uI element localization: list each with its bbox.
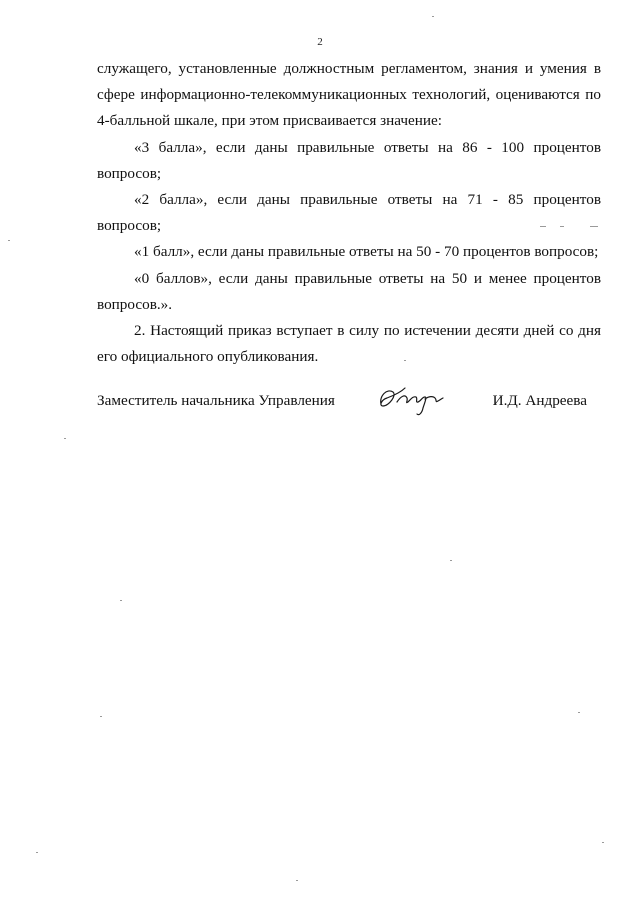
- scan-speck: [120, 600, 122, 601]
- scan-speck: [296, 880, 298, 881]
- scan-speck: [560, 226, 564, 227]
- clause-2-paragraph: 2. Настоящий приказ вступает в силу по истечении десяти дней со дня его официального опубликования.: [97, 322, 601, 366]
- signature-block: [97, 386, 601, 426]
- scan-speck: [602, 842, 604, 843]
- scan-speck: [100, 716, 102, 717]
- score-item-3: «3 балла», если даны правильные ответы на 86 - 100 процентов вопросов;: [97, 138, 601, 182]
- handwritten-signature: [375, 382, 445, 422]
- intro-paragraph: служащего, установленные должностным регламентом, знания и умения в сфере информационно-телекоммуникационных технологий, оцениваются по 4-балльной шкале, при этом присваивается значение:: [97, 60, 601, 130]
- scan-speck: [404, 360, 406, 361]
- page-number: 2: [317, 36, 323, 48]
- score-item-0: «0 баллов», если даны правильные ответы на 50 и менее процентов вопросов.».: [97, 269, 601, 313]
- scan-speck: [8, 240, 10, 241]
- scan-speck: [432, 16, 434, 17]
- scan-speck: [540, 226, 546, 227]
- score-item-1: «1 балл», если даны правильные ответы на 50 - 70 процентов вопросов;: [134, 243, 599, 261]
- signatory-position: Заместитель начальника Управления: [97, 392, 335, 409]
- scan-speck: [590, 226, 598, 227]
- scan-speck: [36, 852, 38, 853]
- scan-speck: [450, 560, 452, 561]
- scan-speck: [578, 712, 580, 713]
- score-item-2: «2 балла», если даны правильные ответы на 71 - 85 процентов вопросов;: [97, 191, 601, 235]
- document-body: [97, 56, 601, 370]
- scan-speck: [64, 438, 66, 439]
- signatory-name: И.Д. Андреева: [492, 392, 587, 409]
